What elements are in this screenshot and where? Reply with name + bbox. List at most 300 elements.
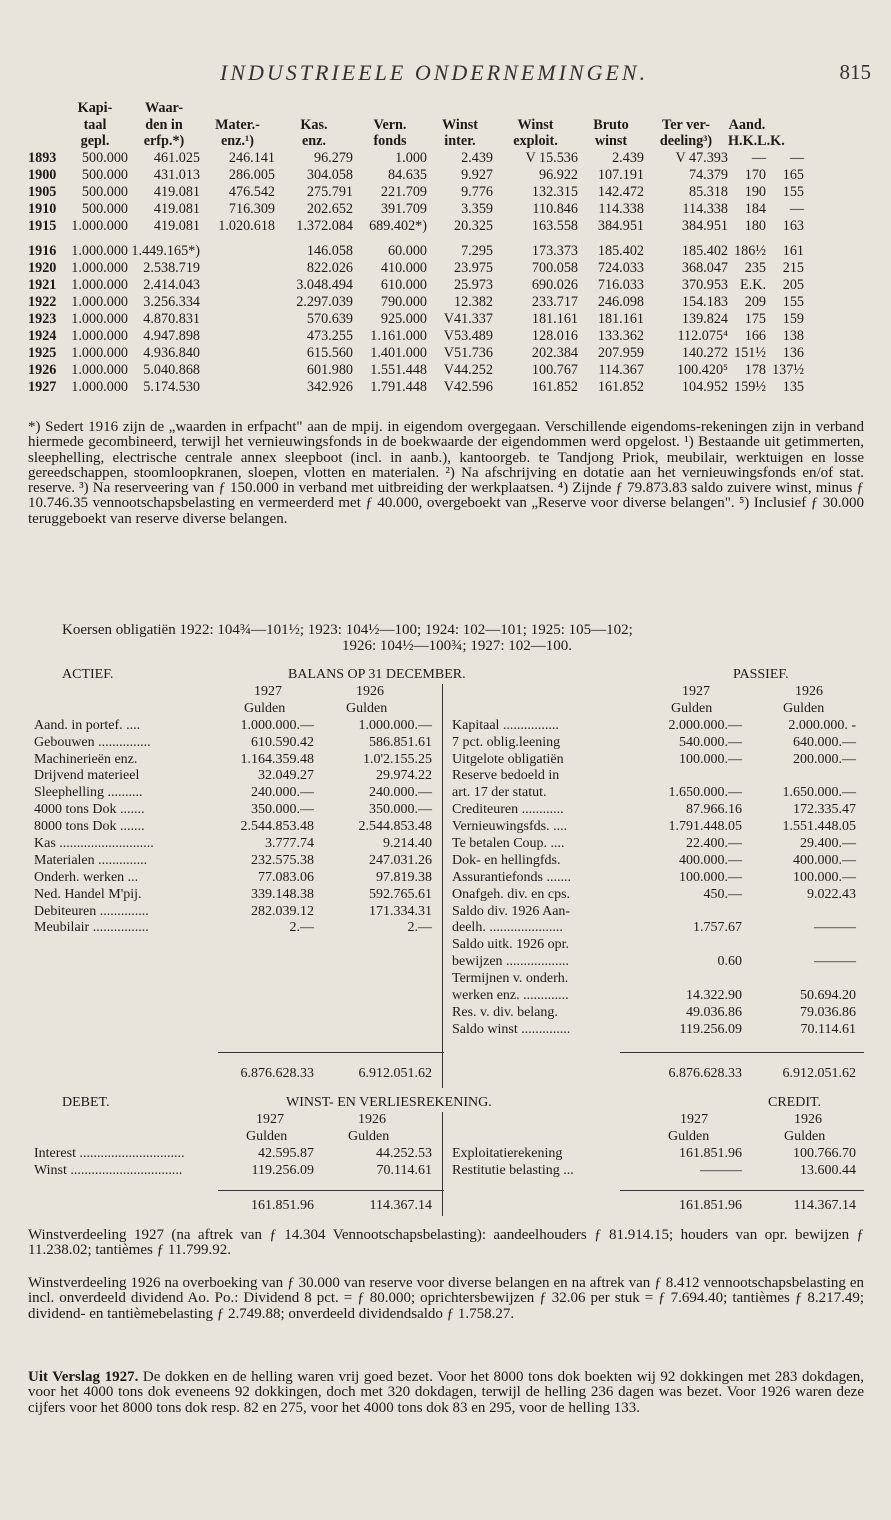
passief-1927-value: 1.757.67 <box>693 920 742 936</box>
balance-sheet <box>28 666 864 1092</box>
credit-item-label: Restitutie belasting ... <box>452 1162 574 1178</box>
stats-cell: 1.000.000 <box>71 276 128 293</box>
actief-item-label: 4000 tons Dok ....... <box>34 802 145 818</box>
balance-row <box>28 870 864 887</box>
stats-header-cell <box>578 100 644 117</box>
stats-cell: 286.005 <box>228 166 275 183</box>
actief-item-label: Machinerieën enz. <box>34 751 138 767</box>
stats-cell: 3.256.334 <box>143 293 200 310</box>
stats-cell: 60.000 <box>387 242 427 259</box>
stats-cell <box>200 362 275 379</box>
stats-cell: 175 <box>744 310 766 327</box>
stats-year-cell: 1922 <box>28 293 57 310</box>
stats-cell: 5.174.530 <box>143 378 200 395</box>
stats-cell: 716.033 <box>597 276 644 293</box>
stats-row-gap <box>28 235 868 243</box>
passief-unit-1926: Gulden <box>783 700 825 716</box>
balance-row <box>28 988 864 1005</box>
stats-cell: 104.952 <box>681 378 728 395</box>
stats-cell: 25.973 <box>453 276 493 293</box>
stats-cell: 410.000 <box>380 259 427 276</box>
passief-1926-value: 79.036.86 <box>800 1004 856 1020</box>
stats-cell: 500.000 <box>81 200 128 217</box>
stats-cell: 476.542 <box>228 183 275 200</box>
passief-item-label: Onafgeh. div. en cps. <box>452 886 571 902</box>
balance-center-rule <box>442 684 443 1088</box>
stats-header-cell: Bruto <box>593 116 629 133</box>
credit-label: CREDIT. <box>768 1095 822 1110</box>
stats-cell: 185.402 <box>681 242 728 259</box>
stats-row <box>28 150 868 167</box>
stats-header-cell <box>493 100 578 117</box>
stats-row <box>28 201 868 218</box>
stats-cell: 431.013 <box>153 166 200 183</box>
passief-item-label: Vernieuwingsfds. .... <box>452 819 568 835</box>
stats-header-cell: winst <box>594 133 628 149</box>
debet-unit-1927: Gulden <box>246 1128 288 1144</box>
passief-1926-value: 400.000.— <box>793 852 856 868</box>
stats-header-row <box>28 133 868 150</box>
stats-cell: 110.846 <box>532 200 578 217</box>
actief-1926-value: 350.000.— <box>369 802 432 818</box>
stats-cell: 137½ <box>772 361 804 378</box>
stats-cell: 84.635 <box>387 166 427 183</box>
passief-1926-value: ——— <box>814 954 856 970</box>
stats-header-cell: fonds <box>373 133 407 149</box>
stats-cell: 1.000 <box>395 149 427 166</box>
stats-cell: 419.081 <box>153 183 200 200</box>
balance-sheet-header <box>28 666 864 684</box>
passief-year-1927: 1927 <box>682 684 710 699</box>
passief-1927-value: 100.000.— <box>679 869 742 885</box>
stats-cell: V53.489 <box>443 327 493 344</box>
stats-header-cell <box>766 117 804 134</box>
stats-cell: 142.472 <box>597 183 644 200</box>
stats-cell: 7.295 <box>461 242 493 259</box>
stats-cell: 419.081 <box>153 217 200 234</box>
stats-cell: 107.191 <box>597 166 644 183</box>
stats-header-cell <box>766 100 804 117</box>
actief-total-rule <box>218 1052 444 1053</box>
stats-cell: 1.791.448 <box>370 378 427 395</box>
balance-row <box>28 971 864 988</box>
passief-1927-value: 1.650.000.— <box>668 785 742 801</box>
stats-row <box>28 218 868 235</box>
stats-cell: 391.709 <box>380 200 427 217</box>
stats-cell: 1.000.000 <box>71 344 128 361</box>
stats-cell: 184 <box>744 200 766 217</box>
passief-1926-value: 9.022.43 <box>807 886 856 902</box>
stats-row <box>28 345 868 362</box>
passief-1926-value: 70.114.61 <box>800 1021 856 1037</box>
passief-1927-value: 400.000.— <box>679 852 742 868</box>
passief-1926-value: 2.000.000. - <box>788 717 856 733</box>
stats-cell: 161.852 <box>531 378 578 395</box>
stats-cell: 700.058 <box>531 259 578 276</box>
stats-cell: 1.000.000 <box>71 378 128 395</box>
stats-cell: 207.959 <box>597 344 644 361</box>
debet-1927-value: 119.256.09 <box>251 1162 314 1178</box>
passief-item-label: deelh. ..................... <box>452 920 563 936</box>
stats-cell: 190 <box>744 183 766 200</box>
actief-1926-value: 171.334.31 <box>369 903 432 919</box>
stats-cell: 233.717 <box>531 293 578 310</box>
stats-cell: 146.058 <box>306 242 353 259</box>
passief-1927-value: 22.400.— <box>686 836 742 852</box>
balance-row <box>28 954 864 971</box>
stats-row <box>28 311 868 328</box>
stats-cell: 1.161.000 <box>370 327 427 344</box>
stats-row <box>28 184 868 201</box>
stats-cell: 1.000.000 <box>71 217 128 234</box>
stats-year-cell: 1926 <box>28 361 57 378</box>
stats-year-cell: 1905 <box>28 183 57 200</box>
stats-cell: 114.338 <box>598 200 644 217</box>
actief-item-label: Kas ........................... <box>34 836 154 852</box>
balance-row <box>28 802 864 819</box>
passief-1926-value: 200.000.— <box>793 751 856 767</box>
actief-unit-1926: Gulden <box>346 700 388 716</box>
stats-row <box>28 379 868 396</box>
passief-1926-value: 1.551.448.05 <box>782 819 856 835</box>
stats-header-cell: exploit. <box>513 133 558 149</box>
passief-1927-value: 0.60 <box>717 954 742 970</box>
passief-total-1927: 6.876.628.33 <box>668 1066 742 1081</box>
passief-item-label: Te betalen Coup. .... <box>452 836 565 852</box>
stats-cell <box>200 277 275 294</box>
stats-cell: 136 <box>782 344 804 361</box>
passief-item-label: Res. v. div. belang. <box>452 1004 558 1020</box>
stats-cell: 221.709 <box>380 183 427 200</box>
passief-total-1926: 6.912.051.62 <box>782 1066 856 1081</box>
stats-row <box>28 277 868 294</box>
stats-cell <box>200 243 275 260</box>
stats-header-cell: Winst <box>441 116 478 133</box>
balance-row <box>28 735 864 752</box>
actief-item-label: Onderh. werken ... <box>34 869 139 885</box>
stats-cell <box>200 328 275 345</box>
debet-item-label: Interest .............................. <box>34 1145 185 1161</box>
passief-1926-value: ——— <box>814 920 856 936</box>
stats-cell: 132.315 <box>531 183 578 200</box>
stats-cell: 5.040.868 <box>143 361 200 378</box>
stats-cell: 100.420⁵ <box>676 361 728 378</box>
balance-unit-row <box>28 701 864 718</box>
stats-row <box>28 294 868 311</box>
verslag-lead: Uit Verslag 1927. <box>28 1369 139 1385</box>
stats-cell: 235 <box>744 259 766 276</box>
stats-cell: 159 <box>782 310 804 327</box>
stats-cell <box>200 294 275 311</box>
stats-row <box>28 362 868 379</box>
stats-cell: 925.000 <box>380 310 427 327</box>
balance-row <box>28 819 864 836</box>
stats-cell: 689.402*) <box>369 217 427 234</box>
stats-header-cell <box>275 100 353 117</box>
stats-cell: 384.951 <box>681 217 728 234</box>
actief-1927-value: 339.148.38 <box>251 886 314 902</box>
stats-cell: 1.000.000 <box>71 310 128 327</box>
stats-cell: E.K. <box>739 276 766 293</box>
passief-year-1926: 1926 <box>795 684 823 699</box>
stats-cell: 275.791 <box>306 183 353 200</box>
stats-cell: 112.075⁴ <box>677 327 728 344</box>
actief-1926-value: 1.0'2.155.25 <box>362 751 432 767</box>
debet-1927-value: 42.595.87 <box>258 1145 314 1161</box>
credit-unit-1926: Gulden <box>784 1128 826 1144</box>
stats-cell: 173.373 <box>531 242 578 259</box>
stats-cell <box>200 379 275 396</box>
page-header <box>0 60 891 90</box>
actief-1927-value: 1.164.359.48 <box>240 751 314 767</box>
actief-1927-value: 3.777.74 <box>265 836 314 852</box>
stats-cell: 2.538.719 <box>143 259 200 276</box>
stats-year-cell: 1924 <box>28 327 57 344</box>
passief-item-label: bewijzen .................. <box>452 954 570 970</box>
stats-cell: 140.272 <box>681 344 728 361</box>
stats-cell: 163.558 <box>531 217 578 234</box>
stats-cell: 161.852 <box>597 378 644 395</box>
stats-cell: 181.161 <box>531 310 578 327</box>
stats-cell: 500.000 <box>81 149 128 166</box>
balance-row <box>28 904 864 921</box>
stats-cell: 724.033 <box>597 259 644 276</box>
stats-cell: 473.255 <box>306 327 353 344</box>
stats-cell: 100.767 <box>531 361 578 378</box>
credit-total-1927: 161.851.96 <box>679 1198 742 1213</box>
passief-1927-value: 14.322.90 <box>686 988 742 1004</box>
stats-cell: 610.000 <box>380 276 427 293</box>
stats-year-cell: 1916 <box>28 242 57 259</box>
actief-label: ACTIEF. <box>62 667 114 682</box>
stats-cell: 1.372.084 <box>296 217 353 234</box>
stats-cell: 96.922 <box>538 166 578 183</box>
stats-row <box>28 167 868 184</box>
stats-header-cell: Winst <box>517 116 554 133</box>
credit-unit-1927: Gulden <box>668 1128 710 1144</box>
stats-header-cell <box>28 100 62 117</box>
actief-1927-value: 2.544.853.48 <box>240 819 314 835</box>
stats-cell: V 15.536 <box>525 149 578 166</box>
balance-row <box>28 752 864 769</box>
stats-cell: 384.951 <box>597 217 644 234</box>
actief-year-1927: 1927 <box>254 684 282 699</box>
profit-loss-header <box>28 1094 864 1112</box>
stats-row <box>28 260 868 277</box>
stats-cell: 370.953 <box>681 276 728 293</box>
actief-1926-value: 2.544.853.48 <box>358 819 432 835</box>
stats-cell: 419.081 <box>153 200 200 217</box>
actief-total-1927: 6.876.628.33 <box>240 1066 314 1081</box>
balance-row <box>28 1022 864 1039</box>
stats-cell: 615.560 <box>306 344 353 361</box>
balance-row <box>28 853 864 870</box>
stats-header-cell: Kapi- <box>77 100 113 116</box>
actief-1927-value: 2.— <box>289 920 314 936</box>
credit-year-1927: 1927 <box>680 1112 708 1127</box>
stats-cell: 1.000.000 <box>71 259 128 276</box>
stats-cell: 1.000.000 <box>71 327 128 344</box>
stats-cell: 1.449.165*) <box>131 242 200 259</box>
stats-year-cell: 1900 <box>28 166 57 183</box>
actief-1927-value: 1.000.000.— <box>240 717 314 733</box>
credit-1927-value: 161.851.96 <box>679 1145 742 1161</box>
profit-loss-title: WINST- EN VERLIESREKENING. <box>286 1095 492 1110</box>
actief-1927-value: 610.590.42 <box>251 734 314 750</box>
stats-cell: 716.309 <box>228 200 275 217</box>
balance-row <box>28 768 864 785</box>
footnotes: *) Sedert 1916 zijn de „waarden in erfpacht" aan de mpij. in eigendom overgegaan. Verschillende eigendoms-rekeningen zijn in verband hiermede gecombineerd, terwijl het vernieuwingsfonds in de boekwaarde der eigendommen werd opgelost. ¹) Bestaande uit getimmerten, sleephelling, electrische centrale annex sleepboot (incl. in aanb.), kantoorgeb. te Tandjong Priok, meubilair, werktuigen en losse gereedschappen, stoomloopkranen, sloepen, vlotten en materialen. ²) Na afschrijving en dotatie aan het vernieuwingsfonds en/of stat. reserve. ³) Na reserveering van ƒ 150.000 in verband met uitbreiding der werkplaatsen. ⁴) Zijnde ƒ 79.873.83 saldo zuivere winst, minus ƒ 10.746.35 vennootschapsbelasting en vermeerderd met ƒ 40.000, overgeboekt van „Reserve voor diverse belangen". ⁵) Inclusief ƒ 30.000 teruggeboekt van reserve diverse belangen. <box>28 419 864 527</box>
stats-cell <box>200 260 275 277</box>
stats-year-cell: 1910 <box>28 200 57 217</box>
stats-year-cell: 1915 <box>28 217 57 234</box>
stats-header-cell: Mater.- <box>215 116 260 133</box>
profit-loss-row <box>28 1163 864 1180</box>
stats-cell: 114.338 <box>682 200 728 217</box>
stats-cell <box>200 345 275 362</box>
passief-1926-value: 100.000.— <box>793 869 856 885</box>
stats-cell: 1.020.618 <box>218 217 275 234</box>
stats-header-cell <box>427 100 493 117</box>
passief-unit-1927: Gulden <box>671 700 713 716</box>
winstverdeeling-1927: Winstverdeeling 1927 (na aftrek van ƒ 14.304 Vennootschapsbelasting): aandeelhouders ƒ 81.914.15; houders van opr. bewijzen ƒ 11.238.02; tantièmes ƒ 11.799.92. <box>28 1227 864 1259</box>
credit-total-1926: 114.367.14 <box>793 1198 856 1213</box>
passief-total-rule <box>620 1052 864 1053</box>
stats-cell: 1.401.000 <box>370 344 427 361</box>
actief-total-1926: 6.912.051.62 <box>358 1066 432 1081</box>
debet-label: DEBET. <box>62 1095 110 1110</box>
passief-item-label: Saldo uitk. 1926 opr. <box>452 937 570 953</box>
credit-year-1926: 1926 <box>794 1112 822 1127</box>
stats-cell: 165 <box>782 166 804 183</box>
stats-header-cell: enz. <box>301 133 327 149</box>
stats-cell: 215 <box>782 259 804 276</box>
stats-cell: 135 <box>782 378 804 395</box>
passief-item-label: Reserve bedoeld in <box>452 768 560 784</box>
stats-header-cell: gepl. <box>80 133 110 149</box>
stats-cell: 96.279 <box>313 149 353 166</box>
stats-cell: 159½ <box>734 378 766 395</box>
credit-total-rule <box>620 1190 864 1191</box>
page-number: 815 <box>839 60 871 84</box>
stats-cell: 304.058 <box>306 166 353 183</box>
stats-cell: 209 <box>744 293 766 310</box>
stats-cell: 166 <box>744 327 766 344</box>
debet-total-rule <box>218 1190 444 1191</box>
stats-cell: 246.141 <box>228 149 275 166</box>
stats-cell: 790.000 <box>380 293 427 310</box>
actief-1926-value: 2.— <box>407 920 432 936</box>
passief-1927-value: 1.791.448.05 <box>668 819 742 835</box>
stats-cell: 151½ <box>734 344 766 361</box>
actief-1926-value: 29.974.22 <box>376 768 432 784</box>
debet-year-1926: 1926 <box>358 1112 386 1127</box>
stats-cell: 4.936.840 <box>143 344 200 361</box>
balance-row <box>28 836 864 853</box>
balance-sheet-title: BALANS OP 31 DECEMBER. <box>288 667 466 682</box>
debet-1926-value: 44.252.53 <box>376 1145 432 1161</box>
stats-cell: 601.980 <box>306 361 353 378</box>
actief-1927-value: 77.083.06 <box>258 869 314 885</box>
stats-cell: 9.776 <box>461 183 493 200</box>
debet-1926-value: 70.114.61 <box>376 1162 432 1178</box>
stats-cell: — <box>789 200 804 217</box>
verslag-text: De dokken en de helling waren vrij goed bezet. Voor het 8000 tons dok boekten wij 92 dokkingen met 283 dokdagen, voor het 4000 tons dok eveneens 92 dokkingen, doch met 320 dokdagen, terwijl de helling 236 dagen was bezet. Voor 1926 waren deze cijfers voor het 8000 tons dok resp. 82 en 275, voor het 4000 tons dok 83 en 295, voor de helling 133. <box>28 1369 865 1416</box>
stats-cell: 1.000.000 <box>71 293 128 310</box>
actief-item-label: Drijvend materieel <box>34 768 140 784</box>
profit-loss-year-row <box>28 1112 864 1129</box>
stats-cell: 4.947.898 <box>143 327 200 344</box>
stats-header-cell: Vern. <box>373 116 407 133</box>
debet-total-1927: 161.851.96 <box>251 1198 314 1213</box>
actief-1927-value: 32.049.27 <box>258 768 314 784</box>
profit-loss-account <box>28 1094 864 1218</box>
debet-unit-1926: Gulden <box>348 1128 390 1144</box>
stats-cell: 128.016 <box>531 327 578 344</box>
actief-year-1926: 1926 <box>356 684 384 699</box>
stats-header-cell <box>28 117 62 134</box>
stats-cell: 20.325 <box>453 217 493 234</box>
stats-header-cell: Kas. <box>300 116 328 133</box>
passief-item-label: art. 17 der statut. <box>452 785 547 801</box>
profit-loss-unit-row <box>28 1129 864 1146</box>
stats-cell: V41.337 <box>443 310 493 327</box>
stats-header-cell <box>728 100 766 117</box>
stats-cell: V51.736 <box>443 344 493 361</box>
stats-cell: 9.927 <box>461 166 493 183</box>
stats-cell: 1.000.000 <box>71 242 128 259</box>
passief-item-label: werken enz. ............. <box>452 988 569 1004</box>
stats-cell: 1.000.000 <box>71 361 128 378</box>
stats-cell: 822.026 <box>306 259 353 276</box>
balance-row <box>28 718 864 735</box>
passief-item-label: Crediteuren ............ <box>452 802 564 818</box>
stats-cell: 205 <box>782 276 804 293</box>
stats-header-cell: H.K.L.K. <box>728 133 785 149</box>
balance-row <box>28 937 864 954</box>
stats-header-cell: deeling³) <box>659 133 713 149</box>
stats-year-cell: 1893 <box>28 149 57 166</box>
stats-header-row <box>28 117 868 134</box>
stats-cell <box>200 311 275 328</box>
actief-1927-value: 350.000.— <box>251 802 314 818</box>
stats-cell: 170 <box>744 166 766 183</box>
stats-header-cell: inter. <box>444 133 476 149</box>
running-title: INDUSTRIEELE ONDERNEMINGEN. <box>220 60 649 85</box>
stats-header-cell: enz.¹) <box>220 133 254 149</box>
credit-1927-value: ——— <box>700 1162 742 1178</box>
stats-cell: 23.975 <box>453 259 493 276</box>
statistics-table <box>28 100 868 396</box>
stats-header-cell: erfp.*) <box>143 133 185 149</box>
stats-cell: 500.000 <box>81 183 128 200</box>
winstverdeeling-1926: Winstverdeeling 1926 na overboeking van ƒ 30.000 van reserve voor diverse belangen en na aftrek van ƒ 8.412 vennootschapsbelasting en incl. onverdeeld dividend Ao. Po.: Dividend 8 pct. = ƒ 80.000; oprichtersbewijzen ƒ 32.06 per stuk = ƒ 7.694.40; tantièmes ƒ 8.217.49; dividend- en tantièmebelasting ƒ 2.749.88; onverdeeld dividendsaldo ƒ 1.758.27. <box>28 1275 864 1322</box>
actief-1927-value: 282.039.12 <box>251 903 314 919</box>
actief-1926-value: 592.765.61 <box>369 886 432 902</box>
balance-row <box>28 920 864 937</box>
profit-loss-rows <box>28 1146 864 1180</box>
stats-header-cell <box>200 100 275 117</box>
stats-cell: 500.000 <box>81 166 128 183</box>
stats-cell: 138 <box>782 327 804 344</box>
actief-item-label: Aand. in portef. .... <box>34 717 141 733</box>
stats-cell: 180 <box>744 217 766 234</box>
actief-item-label: Debiteuren .............. <box>34 903 149 919</box>
bond-prices-line-2: 1926: 104½—100¾; 1927: 102—100. <box>341 638 572 654</box>
stats-year-cell: 1920 <box>28 259 57 276</box>
passief-1927-value: 540.000.— <box>679 734 742 750</box>
actief-item-label: Ned. Handel M'pij. <box>34 886 142 902</box>
